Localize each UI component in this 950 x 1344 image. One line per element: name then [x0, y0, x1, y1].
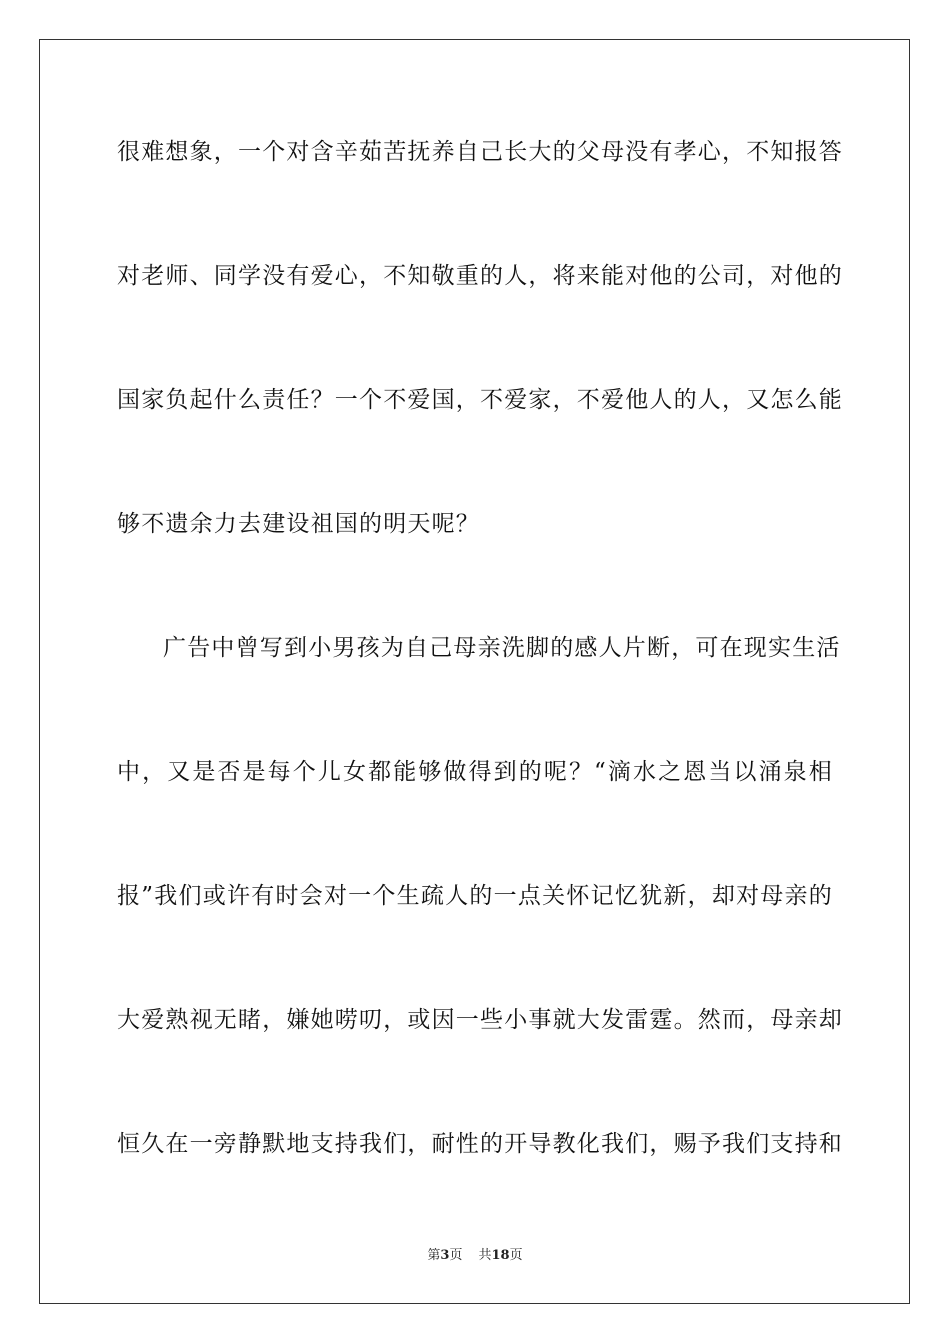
- text-line: 国家负起什么责任？一个不爱国，不爱家，不爱他人的人，又怎么能: [117, 387, 843, 413]
- page-number-label: 第3页: [427, 1248, 463, 1263]
- text-line: 大爱熟视无睹，嫌她唠叨，或因一些小事就大发雷霆。然而，母亲却: [117, 1007, 843, 1033]
- text-line: 报”我们或许有时会对一个生疏人的一点关怀记忆犹新，却对母亲的: [117, 883, 833, 909]
- page-footer: [0, 1247, 950, 1265]
- text-line: 恒久在一旁静默地支持我们，耐性的开导教化我们，赐予我们支持和: [117, 1131, 843, 1157]
- text-line: 很难想象，一个对含辛茹苦抚养自己长大的父母没有孝心，不知报答: [117, 139, 843, 165]
- total-pages-label: 共18页: [478, 1248, 523, 1263]
- text-line: 对老师、同学没有爱心，不知敬重的人，将来能对他的公司，对他的: [117, 263, 843, 289]
- text-line: 中，又是否是每个儿女都能够做得到的呢？“滴水之恩当以涌泉相: [117, 759, 833, 785]
- text-line: 够不遗余力去建设祖国的明天呢？: [117, 511, 480, 537]
- page-border: [39, 39, 910, 1304]
- text-line: 广告中曾写到小男孩为自己母亲洗脚的感人片断，可在现实生活: [163, 635, 841, 661]
